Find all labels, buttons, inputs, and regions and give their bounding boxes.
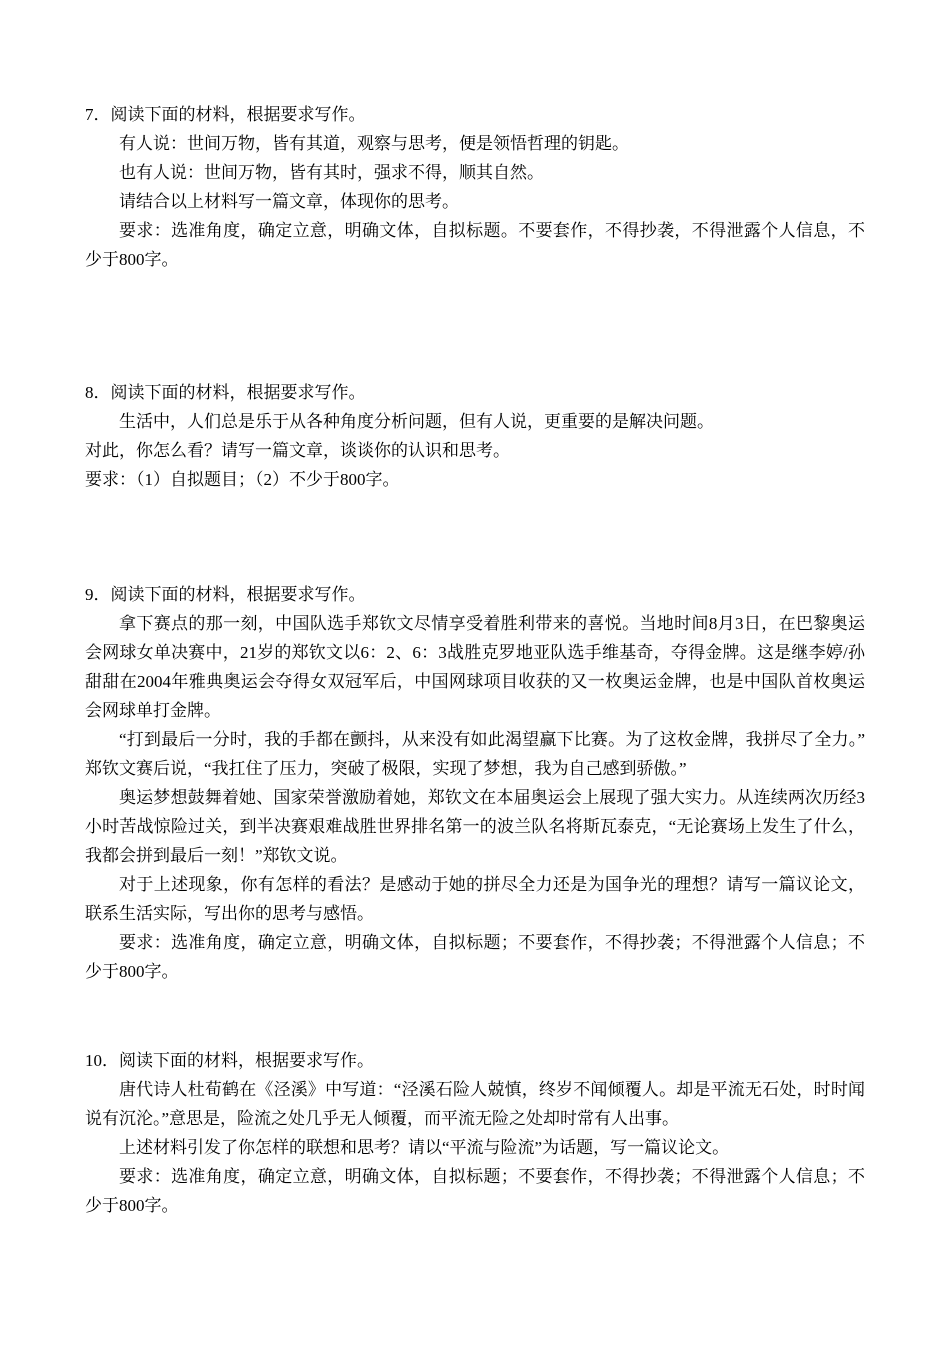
question-10 bbox=[85, 1046, 865, 1220]
question-10-task: 上述材料引发了你怎样的联想和思考？请以“平流与险流”为话题，写一篇议论文。 bbox=[119, 1138, 730, 1157]
question-7-task: 请结合以上材料写一篇文章，体现你的思考。 bbox=[119, 192, 459, 211]
question-9-requirements: 要求：选准角度，确定立意，明确文体，自拟标题；不要套作，不得抄袭；不得泄露个人信息；不少于800字。 bbox=[85, 933, 865, 981]
question-8-material: 生活中，人们总是乐于从各种角度分析问题，但有人说，更重要的是解决问题。 bbox=[119, 412, 714, 431]
question-9-heading: 9．阅读下面的材料，根据要求写作。 bbox=[85, 585, 366, 604]
question-8-task: 对此，你怎么看？请写一篇文章，谈谈你的认识和思考。 bbox=[85, 441, 510, 460]
question-9-material-3: 奥运梦想鼓舞着她、国家荣誉激励着她，郑钦文在本届奥运会上展现了强大实力。从连续两次历经3小时苦战惊险过关，到半决赛艰难战胜世界排名第一的波兰队名将斯瓦泰克，“无论赛场上发生了什么，我都会拼到最后一刻！”郑钦文说。 bbox=[85, 788, 865, 865]
question-7-material-2: 也有人说：世间万物，皆有其时，强求不得，顺其自然。 bbox=[119, 163, 544, 182]
question-9-task: 对于上述现象，你有怎样的看法？是感动于她的拼尽全力还是为国争光的理想？请写一篇议论文，联系生活实际，写出你的思考与感悟。 bbox=[85, 875, 865, 923]
question-7-heading: 7．阅读下面的材料，根据要求写作。 bbox=[85, 105, 366, 124]
question-7-material-1: 有人说：世间万物，皆有其道，观察与思考，便是领悟哲理的钥匙。 bbox=[119, 134, 629, 153]
question-9 bbox=[85, 580, 865, 986]
question-8 bbox=[85, 378, 865, 494]
question-10-requirements: 要求：选准角度，确定立意，明确文体，自拟标题；不要套作，不得抄袭；不得泄露个人信息；不少于800字。 bbox=[85, 1167, 865, 1215]
question-8-requirements: 要求：（1）自拟题目；（2）不少于800字。 bbox=[85, 470, 400, 489]
question-9-material-2: “打到最后一分时，我的手都在颤抖，从来没有如此渴望赢下比赛。为了这枚金牌，我拼尽了全力。”郑钦文赛后说，“我扛住了压力，突破了极限，实现了梦想，我为自己感到骄傲。” bbox=[85, 730, 865, 778]
question-10-heading: 10．阅读下面的材料，根据要求写作。 bbox=[85, 1051, 374, 1070]
question-7-requirements: 要求：选准角度，确定立意，明确文体，自拟标题。不要套作，不得抄袭，不得泄露个人信息，不少于800字。 bbox=[85, 221, 865, 269]
question-7 bbox=[85, 100, 865, 274]
question-8-heading: 8．阅读下面的材料，根据要求写作。 bbox=[85, 383, 366, 402]
question-10-material: 唐代诗人杜荀鹤在《泾溪》中写道：“泾溪石险人兢慎，终岁不闻倾覆人。却是平流无石处，时时闻说有沉沦。”意思是，险流之处几乎无人倾覆，而平流无险之处却时常有人出事。 bbox=[85, 1080, 865, 1128]
question-9-material-1: 拿下赛点的那一刻，中国队选手郑钦文尽情享受着胜利带来的喜悦。当地时间8月3日，在巴黎奥运会网球女单决赛中，21岁的郑钦文以6：2、6：3战胜克罗地亚队选手维基奇，夺得金牌。这是继李婷/孙甜甜在2004年雅典奥运会夺得女双冠军后，中国网球项目收获的又一枚奥运金牌，也是中国队首枚奥运会网球单打金牌。 bbox=[85, 614, 865, 720]
